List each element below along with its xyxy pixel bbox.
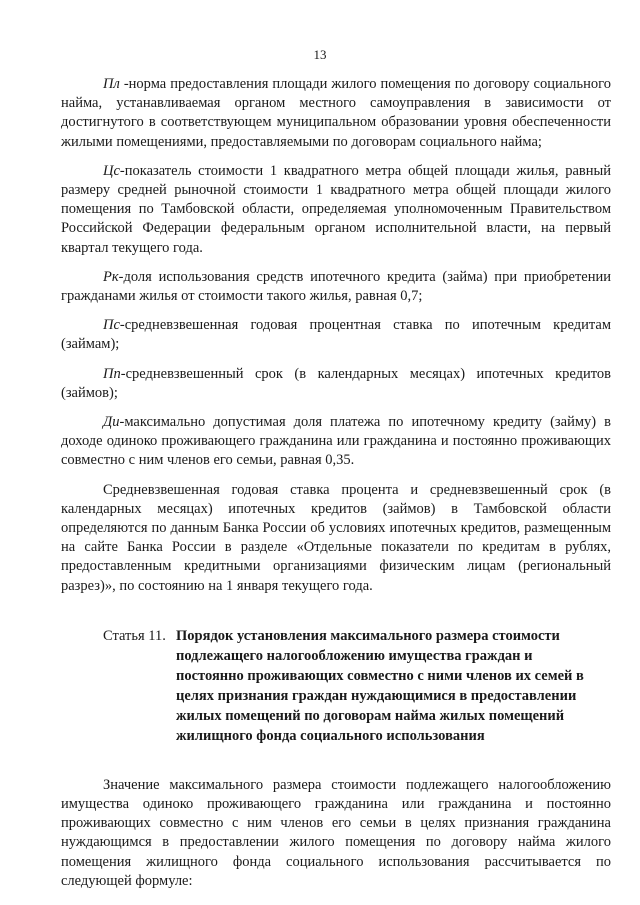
article-title-line: постоянно проживающих совместно с ними членов их семей в [176, 667, 584, 684]
definition-pp [61, 365, 611, 403]
definition-term: Пл [103, 76, 120, 92]
definition-text: -доля использования средств ипотечного кредита (займа) при приобретении гражданами жилья от стоимости такого жилья, равная 0,7; [61, 268, 611, 305]
definition-text: -показатель стоимости 1 квадратного метра общей площади жилья, равный размеру средней рыночной стоимости 1 квадратного метра общей площади жилого помещения по Тамбовской области, определяемая уполномоченным Правительством Российской Федерации федеральным органом исполнительной власти, на первый квартал текущего года. [61, 162, 611, 256]
article-title-line: Порядок установления максимального размера стоимости [176, 627, 560, 644]
definition-text: -норма предоставления площади жилого помещения по договору социального найма, устанавливаемая органом местного самоуправления в зависимости от достигнутого в соответствующем муниципальном образовании уровня обеспеченности жилыми помещениями, предоставляемыми по договорам социального найма; [61, 76, 611, 150]
rates-paragraph: Средневзвешенная годовая ставка процента и средневзвешенный срок (в календарных месяцах) ипотечных кредитов (займов) в Тамбовской области определяются по данным Банка России об условиях ипотечных кредитов, размещенным на сайте Банка России в разделе «Отдельные показатели по кредитам в рублях, предоставленным кредитными организациями физическим лицам (региональный разрез)», по состоянию на 1 января текущего года. [61, 481, 611, 594]
definition-text: -максимально допустимая доля платежа по ипотечному кредиту (займу) в доходе одиноко проживающего гражданина или гражданина и постоянно проживающих совместно с ним членов его семьи, равная 0,35. [61, 414, 611, 469]
page-number: 13 [313, 47, 327, 62]
article-heading [61, 626, 611, 746]
definition-text: -средневзвешенный срок (в календарных месяцах) ипотечных кредитов (займов); [61, 365, 611, 401]
definition-cs [61, 162, 611, 258]
definition-term: Рк [103, 268, 119, 285]
definition-term: Пп [103, 365, 121, 382]
article-title [176, 626, 611, 746]
article-title-line: подлежащего налогообложению имущества граждан и [176, 647, 533, 664]
definition-term: Ди [103, 414, 120, 431]
final-paragraph: Значение максимального размера стоимости подлежащего налогообложению имущества одиноко проживающего гражданина или гражданина и постоянно проживающих совместно с ним членов его семьи в целях признания гражданина нуждающимся в предоставлении жилого помещения по договору найма жилого помещения жилищного фонда социального использования рассчитывается по следующей формуле: [61, 776, 611, 889]
definition-term: Пс [103, 317, 120, 334]
definition-pl [61, 75, 611, 152]
article-label: Статья 11. [103, 627, 166, 644]
definition-di [61, 413, 611, 471]
article-title-line: жилых помещений по договорам найма жилых помещений [176, 707, 565, 724]
definition-text: -средневзвешенная годовая процентная ставка по ипотечным кредитам (займам); [61, 317, 611, 353]
definition-ps [61, 316, 611, 354]
article-title-line: целях признания граждан нуждающимися в предоставлении [176, 687, 577, 704]
definition-rk [61, 268, 611, 306]
definition-term: Цс [103, 162, 120, 179]
article-title-line: жилищного фонда социального использования [176, 727, 485, 744]
document-body [61, 75, 611, 901]
